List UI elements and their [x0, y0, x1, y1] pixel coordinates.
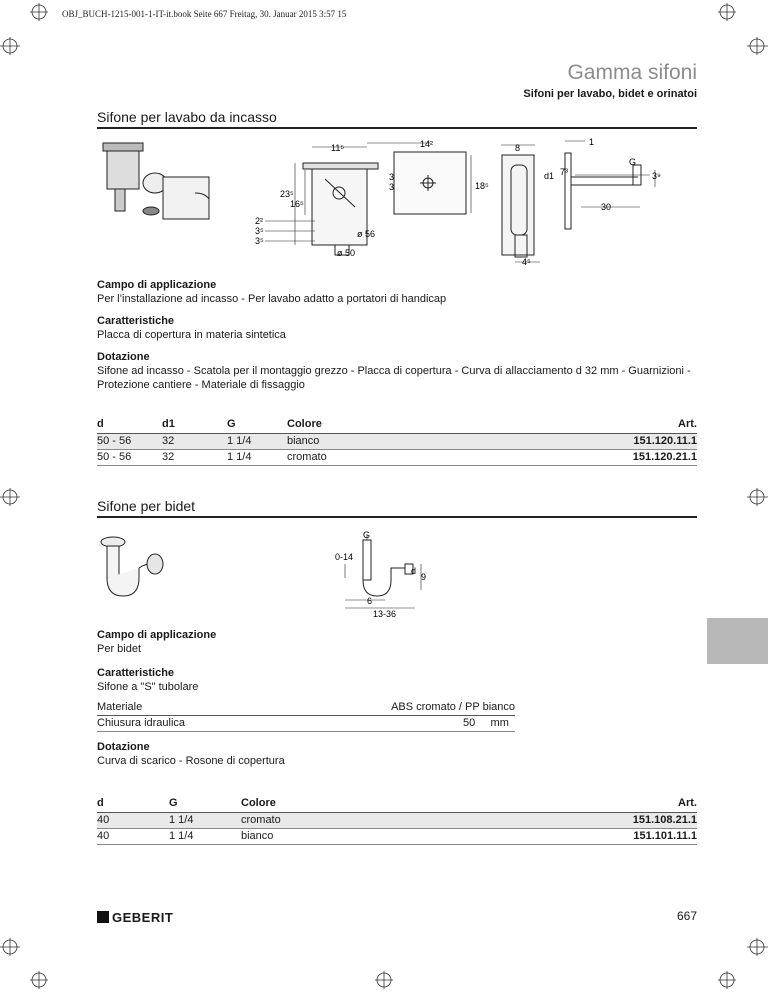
dim-g: G — [629, 157, 637, 167]
article-number: 151.108.21.1 — [371, 813, 697, 829]
table-cell: cromato — [287, 450, 397, 466]
dotazione-label-2: Dotazione — [97, 741, 150, 753]
water-seal-row — [97, 716, 515, 732]
article-number: 151.120.21.1 — [397, 450, 697, 466]
dim-6: 6 — [367, 596, 373, 606]
table-cell: 32 — [162, 450, 227, 466]
table-cell: 1 1/4 — [227, 450, 287, 466]
dim-3a: 3 — [389, 172, 395, 182]
dotazione-label-1: Dotazione — [97, 351, 150, 363]
col-header: Art. — [371, 797, 697, 813]
dim-3b: 3 — [389, 182, 395, 192]
dim-d: d — [411, 566, 417, 576]
section-divider — [97, 516, 697, 518]
dim-50: ø 50 — [337, 248, 356, 258]
dim-23-5: 23⁵ — [280, 189, 294, 199]
material-row — [97, 700, 515, 716]
col-header: G — [227, 418, 287, 434]
dim-g-bidet: G — [363, 530, 371, 540]
dim-30: 30 — [601, 202, 612, 212]
table-row — [97, 450, 697, 466]
table-cell: 50 - 56 — [97, 450, 162, 466]
dim-3-5a: 3⁵ — [255, 226, 264, 236]
campo-text-2: Per bidet — [97, 643, 142, 655]
col-header: d — [97, 418, 162, 434]
print-info-line: OBJ_BUCH-1215-001-1-IT-it.book Seite 667 Freitag, 30. Januar 2015 3:57 15 — [62, 9, 347, 19]
logo-text: GEBERIT — [112, 910, 174, 925]
table-cell: 1 1/4 — [169, 829, 241, 845]
dim-7-3: 7³ — [560, 167, 569, 177]
table-cell: 40 — [97, 829, 169, 845]
dim-4-5: 4⁵ — [522, 257, 531, 267]
table-row — [97, 434, 697, 450]
lavabo-siphon-drawing — [95, 135, 675, 280]
col-header: Colore — [241, 797, 371, 813]
page-subtitle: Sifoni per lavabo, bidet e orinatoi — [523, 88, 697, 100]
caratt-text-1: Placca di copertura in materia sintetica — [97, 329, 286, 341]
spec-table-bidet — [97, 797, 697, 845]
dim-11-5: 11⁵ — [331, 143, 345, 153]
dotazione-text-1: Sifone ad incasso - Scatola per il montaggio grezzo - Placca di copertura - Curva di allacciamento d 32 mm - Guarnizioni - Protezione cantiere - Materiale di fissaggio — [97, 365, 691, 391]
campo-text-1: Per l’installazione ad incasso - Per lavabo adatto a portatori di handicap — [97, 293, 447, 305]
section-title-lavabo: Sifone per lavabo da incasso — [97, 109, 277, 125]
caratt-label-2: Caratteristiche — [97, 667, 175, 679]
col-header: G — [169, 797, 241, 813]
spec-table-lavabo — [97, 418, 697, 466]
water-seal-unit: mm — [490, 717, 509, 729]
table-cell: bianco — [287, 434, 397, 450]
article-number: 151.101.11.1 — [371, 829, 697, 845]
table-cell: bianco — [241, 829, 371, 845]
material-value: ABS cromato / PP bianco — [391, 701, 515, 713]
table-cell: 50 - 56 — [97, 434, 162, 450]
chapter-tab — [707, 618, 768, 664]
material-label: Materiale — [97, 701, 143, 713]
dotazione-text-2: Curva di scarico - Rosone di copertura — [97, 755, 285, 767]
table-cell: 1 1/4 — [227, 434, 287, 450]
table-cell: 32 — [162, 434, 227, 450]
water-seal-label: Chiusura idraulica — [97, 717, 186, 729]
col-header: Colore — [287, 418, 397, 434]
caratt-text-2: Sifone a "S" tubolare — [97, 681, 199, 693]
dim-16-5: 16⁵ — [290, 199, 304, 209]
dim-18-5: 18⁵ — [475, 181, 489, 191]
geberit-logo — [97, 910, 173, 925]
page-number: 667 — [676, 909, 697, 923]
table-row — [97, 829, 697, 845]
dim-13-36: 13-36 — [373, 609, 397, 619]
table-cell: 40 — [97, 813, 169, 829]
table-cell: 1 1/4 — [169, 813, 241, 829]
dim-2-2: 2² — [255, 216, 264, 226]
section-divider — [97, 127, 697, 129]
caratt-label-1: Caratteristiche — [97, 315, 175, 327]
table-row — [97, 813, 697, 829]
section-title-bidet: Sifone per bidet — [97, 498, 196, 514]
dim-d1: d1 — [544, 171, 555, 181]
table-cell: cromato — [241, 813, 371, 829]
col-header: d — [97, 797, 169, 813]
dim-9: 9 — [421, 572, 427, 582]
dim-1: 1 — [589, 137, 595, 147]
article-number: 151.120.11.1 — [397, 434, 697, 450]
table-header-row — [97, 797, 697, 813]
bidet-siphon-drawing — [95, 528, 455, 620]
dim-56: ø 56 — [357, 229, 376, 239]
campo-label-1: Campo di applicazione — [97, 279, 217, 291]
material-table — [97, 700, 515, 732]
campo-label-2: Campo di applicazione — [97, 629, 217, 641]
dim-8: 8 — [515, 143, 521, 153]
col-header: d1 — [162, 418, 227, 434]
water-seal-value: 50 — [463, 717, 476, 729]
dim-3-5b: 3⁵ — [255, 236, 264, 246]
dim-3-9: 3⁹ — [652, 171, 661, 181]
page-title: Gamma sifoni — [567, 61, 697, 84]
dim-14-2: 14² — [420, 139, 434, 149]
dim-0-14: 0-14 — [335, 552, 354, 562]
logo-square-icon — [97, 911, 109, 923]
col-header: Art. — [397, 418, 697, 434]
table-header-row — [97, 418, 697, 434]
